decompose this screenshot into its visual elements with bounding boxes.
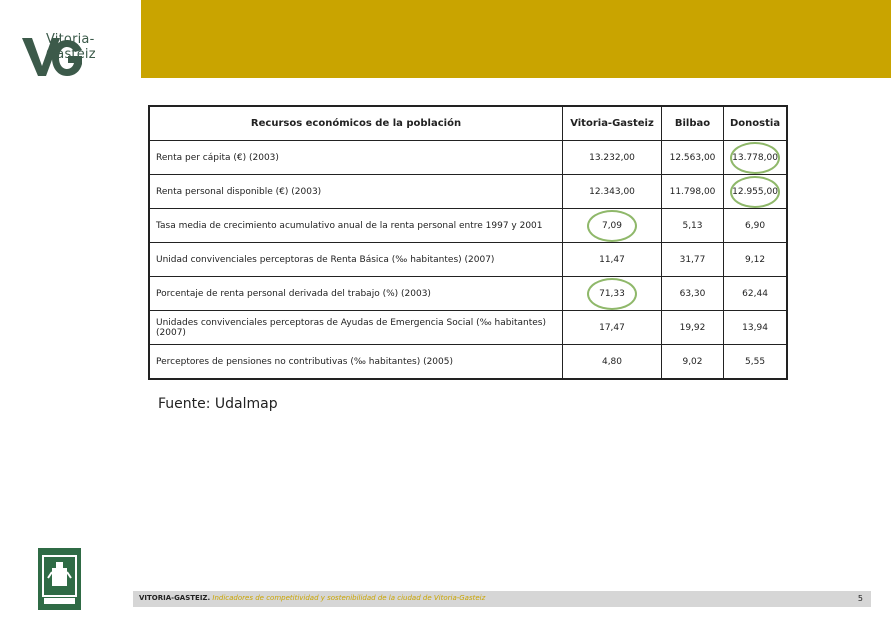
cell-vitoria: 17,47 <box>563 311 662 345</box>
table-row <box>149 175 787 209</box>
cell-vitoria-highlighted: 71,33 <box>563 277 662 311</box>
table-row <box>149 141 787 175</box>
table-row <box>149 345 787 380</box>
source-note: Fuente: Udalmap <box>158 396 278 412</box>
cell-donostia: 62,44 <box>724 277 788 311</box>
table-row <box>149 209 787 243</box>
page-number: 5 <box>857 594 863 603</box>
footer-subtitle: Indicadores de competitividad y sostenibilidad de la ciudad de Vitoria-Gasteiz <box>212 594 486 602</box>
table-row <box>149 311 787 345</box>
header-bilbao: Bilbao <box>662 106 724 141</box>
row-label: Porcentaje de renta personal derivada del trabajo (%) (2003) <box>149 277 563 311</box>
footer-title <box>139 594 485 602</box>
vitoria-gasteiz-logo <box>20 32 140 77</box>
footer-brand: VITORIA-GASTEIZ. <box>139 594 211 602</box>
row-label: Renta personal disponible (€) (2003) <box>149 175 563 209</box>
cell-vitoria: 12.343,00 <box>563 175 662 209</box>
cell-donostia: 5,55 <box>724 345 788 380</box>
cell-donostia: 6,90 <box>724 209 788 243</box>
cell-bilbao: 11.798,00 <box>662 175 724 209</box>
row-label: Unidades convivenciales perceptoras de Ayudas de Emergencia Social (‰ habitantes) (2007) <box>149 311 563 345</box>
cell-vitoria-highlighted: 7,09 <box>563 209 662 243</box>
cell-bilbao: 31,77 <box>662 243 724 277</box>
cell-bilbao: 19,92 <box>662 311 724 345</box>
header-band <box>141 0 891 78</box>
footer-bar <box>133 591 871 607</box>
cell-donostia: 13,94 <box>724 311 788 345</box>
header-donostia: Donostia <box>724 106 788 141</box>
economic-resources-table <box>148 105 788 380</box>
cell-vitoria: 11,47 <box>563 243 662 277</box>
cell-bilbao: 9,02 <box>662 345 724 380</box>
cell-bilbao: 5,13 <box>662 209 724 243</box>
row-label: Renta per cápita (€) (2003) <box>149 141 563 175</box>
table-row <box>149 243 787 277</box>
cell-donostia-highlighted: 12.955,00 <box>724 175 788 209</box>
cell-vitoria: 13.232,00 <box>563 141 662 175</box>
table-row <box>149 277 787 311</box>
cell-bilbao: 12.563,00 <box>662 141 724 175</box>
row-label: Unidad convivenciales perceptoras de Renta Básica (‰ habitantes) (2007) <box>149 243 563 277</box>
cell-bilbao: 63,30 <box>662 277 724 311</box>
cell-donostia-highlighted: 13.778,00 <box>724 141 788 175</box>
cell-donostia: 9,12 <box>724 243 788 277</box>
row-label: Perceptores de pensiones no contributivas (‰ habitantes) (2005) <box>149 345 563 380</box>
table-header-label: Recursos económicos de la población <box>149 106 563 141</box>
cell-vitoria: 4,80 <box>563 345 662 380</box>
header-vitoria: Vitoria-Gasteiz <box>563 106 662 141</box>
city-coat-of-arms-icon <box>38 548 81 610</box>
logo-text: Vitoria-Gasteiz <box>46 32 96 62</box>
row-label: Tasa media de crecimiento acumulativo anual de la renta personal entre 1997 y 2001 <box>149 209 563 243</box>
